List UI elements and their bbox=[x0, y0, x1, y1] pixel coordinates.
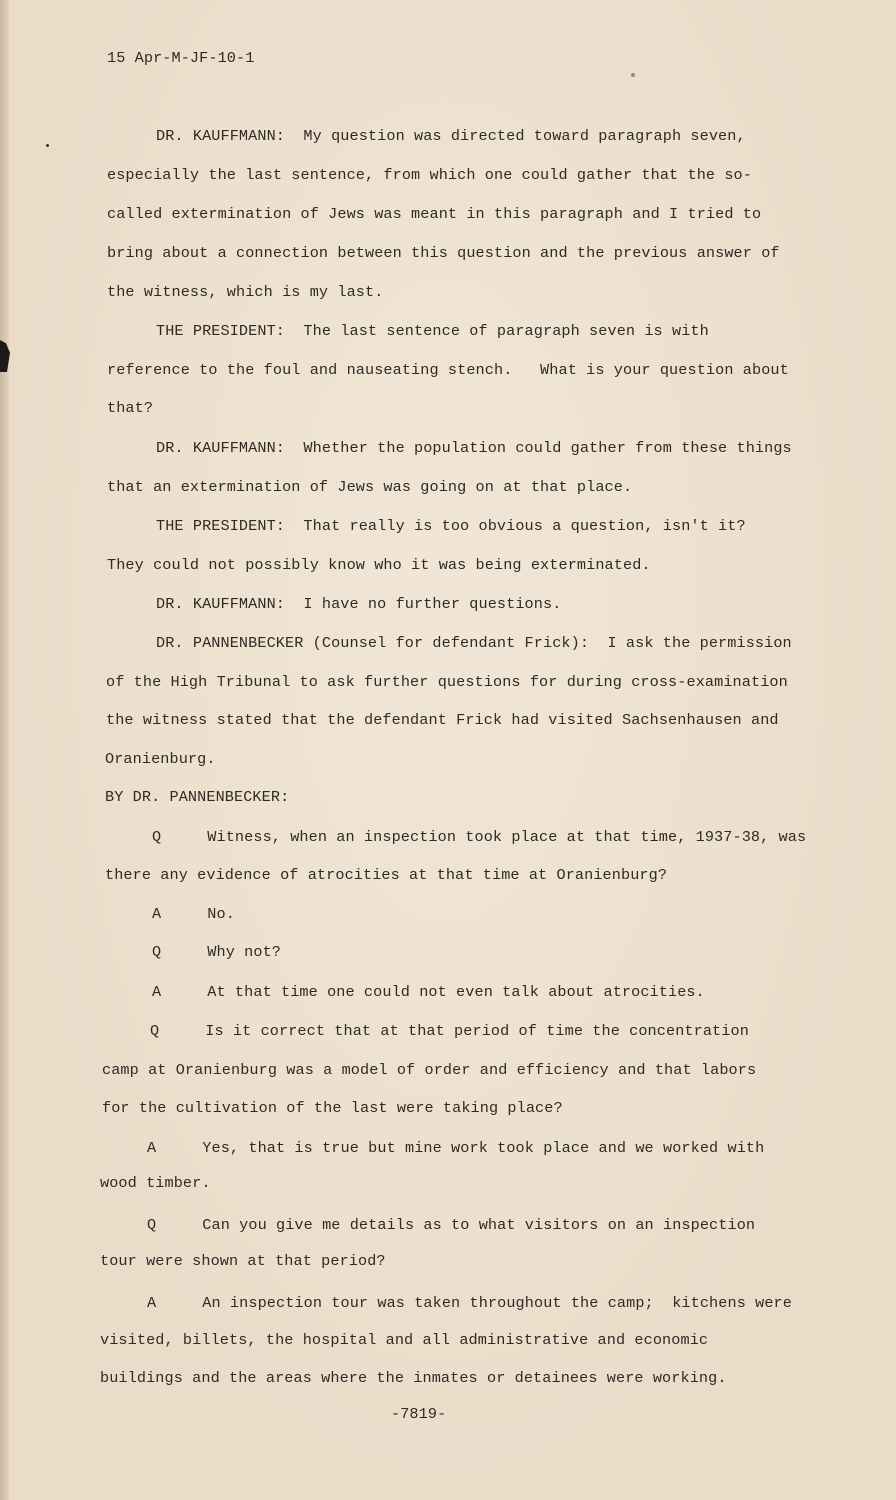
transcript-line: bring about a connection between this question and the previous answer of bbox=[107, 244, 780, 262]
transcript-line: wood timber. bbox=[100, 1174, 211, 1192]
transcript-line: DR. KAUFFMANN: Whether the population could gather from these things bbox=[156, 439, 792, 457]
transcript-line: buildings and the areas where the inmates or detainees were working. bbox=[100, 1369, 727, 1387]
ink-speck bbox=[631, 73, 635, 77]
transcript-line: BY DR. PANNENBECKER: bbox=[105, 788, 290, 806]
transcript-line: reference to the foul and nauseating stench. What is your question about bbox=[107, 361, 789, 379]
transcript-line: A Yes, that is true but mine work took place and we worked with bbox=[147, 1139, 765, 1157]
transcript-line: Q Witness, when an inspection took place at that time, 1937-38, was bbox=[152, 828, 807, 846]
transcript-line: DR. KAUFFMANN: I have no further questions. bbox=[156, 595, 562, 613]
transcript-line: that? bbox=[107, 399, 154, 417]
transcript-line: for the cultivation of the last were taking place? bbox=[102, 1099, 563, 1117]
document-reference: 15 Apr-M-JF-10-1 bbox=[107, 49, 255, 67]
transcript-line: called extermination of Jews was meant in this paragraph and I tried to bbox=[107, 205, 762, 223]
transcript-line: THE PRESIDENT: That really is too obvious a question, isn't it? bbox=[156, 517, 746, 535]
transcript-line: Q Why not? bbox=[152, 943, 281, 961]
transcript-line: especially the last sentence, from which one could gather that the so- bbox=[107, 166, 752, 184]
transcript-line: that an extermination of Jews was going on at that place. bbox=[107, 478, 633, 496]
transcript-line: DR. KAUFFMANN: My question was directed toward paragraph seven, bbox=[156, 127, 746, 145]
transcript-line: A At that time one could not even talk about atrocities. bbox=[152, 983, 705, 1001]
paper-edge bbox=[0, 0, 9, 1500]
transcript-line: Oranienburg. bbox=[105, 750, 216, 768]
ink-speck bbox=[46, 144, 49, 147]
transcript-line: camp at Oranienburg was a model of order and efficiency and that labors bbox=[102, 1061, 757, 1079]
transcript-line: the witness stated that the defendant Frick had visited Sachsenhausen and bbox=[106, 711, 779, 729]
transcript-line: Q Can you give me details as to what visitors on an inspection bbox=[147, 1216, 756, 1234]
transcript-line: the witness, which is my last. bbox=[107, 283, 384, 301]
transcript-line: DR. PANNENBECKER (Counsel for defendant Frick): I ask the permission bbox=[156, 634, 792, 652]
page-number: -7819- bbox=[391, 1405, 447, 1423]
transcript-line: A No. bbox=[152, 905, 235, 923]
transcript-line: A An inspection tour was taken throughout the camp; kitchens were bbox=[147, 1294, 792, 1312]
transcript-line: They could not possibly know who it was being exterminated. bbox=[107, 556, 651, 574]
transcript-line: THE PRESIDENT: The last sentence of paragraph seven is with bbox=[156, 322, 709, 340]
transcript-line: of the High Tribunal to ask further questions for during cross-examination bbox=[106, 673, 788, 691]
transcript-line: Q Is it correct that at that period of time the concentration bbox=[150, 1022, 749, 1040]
transcript-line: tour were shown at that period? bbox=[100, 1252, 386, 1270]
transcript-line: there any evidence of atrocities at that time at Oranienburg? bbox=[105, 866, 668, 884]
transcript-line: visited, billets, the hospital and all administrative and economic bbox=[100, 1331, 709, 1349]
